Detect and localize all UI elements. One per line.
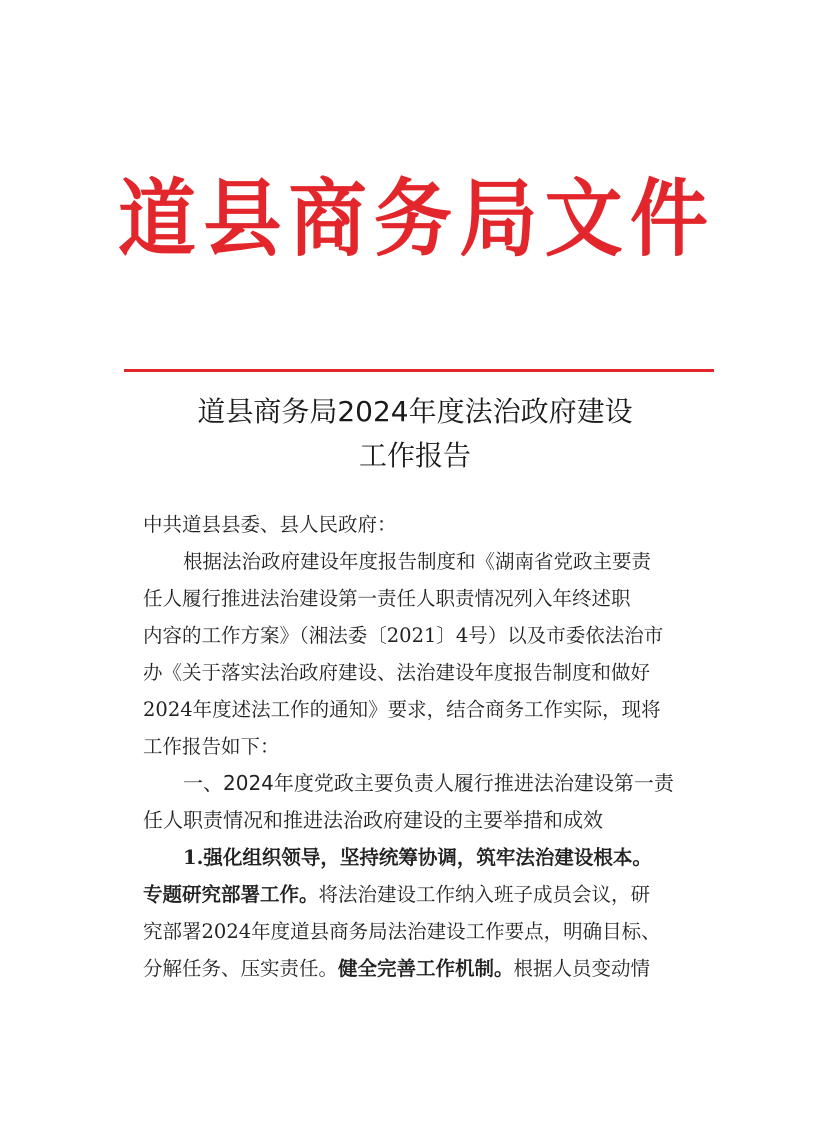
paragraph-line	[143, 876, 683, 913]
inline-text: 将法治建设工作纳入班子成员会议，研	[318, 883, 651, 906]
paragraph-line	[143, 950, 683, 987]
paragraph-line: 内容的工作方案》（湘法委〔2021〕4号）以及市委依法治市	[143, 624, 664, 647]
document-red-header	[118, 155, 708, 285]
paragraph-line: 任人履行推进法治建设第一责任人职责情况列入年终述职	[143, 587, 631, 610]
document-title-line: 道县商务局2024年度法治政府建设	[197, 395, 633, 428]
inline-bold-text: 专题研究部署工作。	[143, 883, 319, 906]
inline-bold-text: 健全完善工作机制。	[338, 957, 514, 980]
paragraph-line: 工作报告如下：	[143, 735, 280, 758]
header-char: 局	[459, 171, 538, 269]
document-title-line: 工作报告	[358, 439, 471, 472]
header-char: 道	[118, 171, 197, 269]
document-body	[143, 506, 683, 987]
section-heading-line: 一、2024年度党政主要负责人履行推进法治建设第一责	[183, 771, 674, 795]
header-char: 件	[629, 171, 708, 269]
header-char: 务	[373, 171, 452, 269]
header-char: 商	[288, 171, 367, 269]
section-heading-line: 任人职责情况和推进法治政府建设的主要举措和成效	[143, 808, 603, 832]
paragraph-line: 2024年度述法工作的通知》要求，结合商务工作实际，现将	[143, 698, 661, 721]
paragraph-line: 办《关于落实法治政府建设、法治建设年度报告制度和做好	[143, 661, 651, 684]
inline-text: 分解任务、压实责任。	[143, 957, 339, 980]
paragraph-line: 根据法治政府建设年度报告制度和《湖南省党政主要责	[183, 550, 652, 573]
header-char: 文	[544, 171, 623, 269]
subsection-heading: 1.强化组织领导，坚持统筹协调，筑牢法治建设根本。	[183, 846, 652, 869]
document-title	[100, 390, 730, 478]
salutation: 中共道县县委、县人民政府：	[143, 513, 397, 536]
red-divider-line	[124, 369, 714, 372]
paragraph-line	[143, 913, 683, 950]
inline-text: 究部署2024年度道县商务局法治建设工作要点，明确目标、	[143, 920, 661, 943]
inline-text: 根据人员变动情	[513, 957, 651, 980]
header-char: 县	[203, 171, 282, 269]
